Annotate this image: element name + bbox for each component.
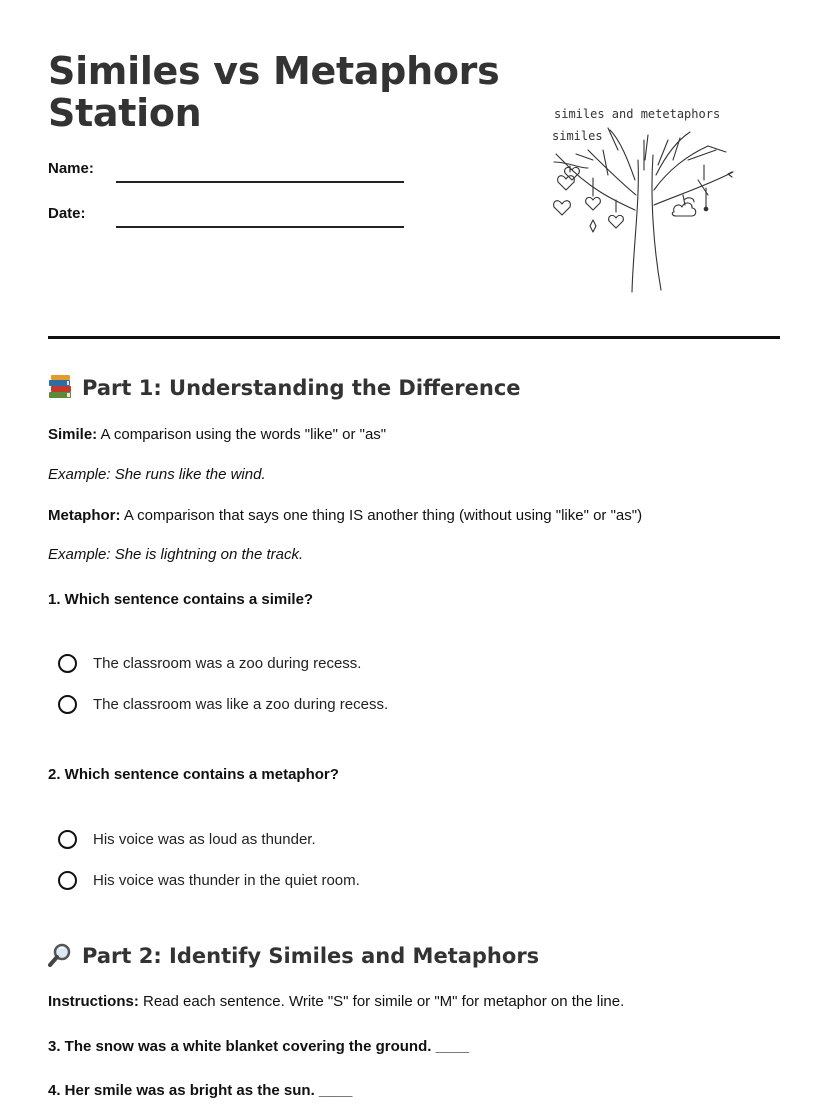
metaphor-term: Metaphor:: [48, 507, 121, 524]
question-4: 4. Her smile was as bright as the sun. ____: [48, 1082, 353, 1099]
q2-radio-a[interactable]: [58, 830, 77, 849]
q1-option-b[interactable]: [58, 692, 388, 716]
question-1: 1. Which sentence contains a simile?: [48, 591, 314, 608]
metaphor-definition: [48, 507, 642, 524]
q2-option-a[interactable]: [58, 827, 316, 851]
date-field[interactable]: [116, 226, 404, 228]
question-3: 3. The snow was a white blanket covering the ground. ____: [48, 1038, 469, 1055]
q2-option-b-label: His voice was thunder in the quiet room.: [93, 871, 360, 889]
page-title: [48, 50, 499, 134]
magnifying-glass-icon: [48, 943, 74, 967]
metaphor-def-text: A comparison that says one thing IS another thing (without using "like" or "as"): [120, 507, 643, 524]
q1-option-a[interactable]: [58, 651, 361, 675]
section-divider: [48, 336, 780, 339]
tree-illustration: [548, 100, 743, 295]
title-line-1: Similes vs Metaphors: [48, 49, 500, 93]
q1-radio-b[interactable]: [58, 695, 77, 714]
name-field[interactable]: [116, 181, 404, 183]
q2-option-a-label: His voice was as loud as thunder.: [93, 830, 316, 848]
instructions-label: Instructions:: [48, 993, 139, 1010]
q1-option-a-label: The classroom was a zoo during recess.: [93, 654, 362, 672]
date-label: Date:: [48, 205, 86, 222]
name-label: Name:: [48, 160, 94, 177]
illustration-caption-2: similes: [552, 129, 603, 143]
part1-heading: [48, 375, 521, 400]
q1-radio-a[interactable]: [58, 654, 77, 673]
question-2: 2. Which sentence contains a metaphor?: [48, 766, 339, 783]
metaphor-example: Example: She is lightning on the track.: [48, 546, 304, 563]
q2-radio-b[interactable]: [58, 871, 77, 890]
q1-option-b-label: The classroom was like a zoo during recess.: [93, 695, 389, 713]
q2-option-b[interactable]: [58, 868, 360, 892]
illustration-caption-1: similes and metetaphors: [554, 107, 721, 121]
simile-def-text: A comparison using the words "like" or "as": [97, 426, 387, 443]
books-icon: [48, 375, 74, 399]
part2-heading: [48, 943, 539, 968]
instructions-text: Read each sentence. Write "S" for simile or "M" for metaphor on the line.: [138, 993, 625, 1010]
simile-example: Example: She runs like the wind.: [48, 466, 266, 483]
part1-heading-text: Part 1: Understanding the Difference: [82, 376, 521, 400]
simile-term: Simile:: [48, 426, 98, 443]
simile-definition: [48, 426, 386, 443]
part2-heading-text: Part 2: Identify Similes and Metaphors: [82, 944, 540, 968]
title-line-2: Station: [48, 91, 202, 135]
instructions: [48, 993, 624, 1010]
